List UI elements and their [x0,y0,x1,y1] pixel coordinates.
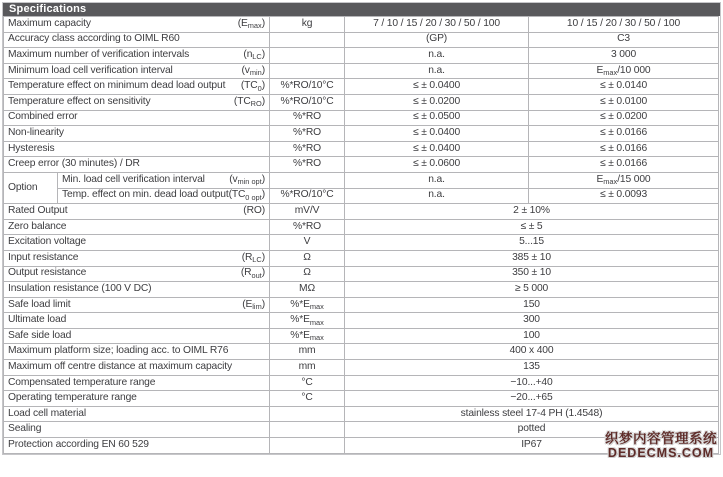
spec-label: Safe load limit [8,298,71,310]
watermark-line2: DEDECMS.COM [607,446,715,460]
table-row [4,94,719,110]
spec-label: Accuracy class according to OIML R60 [8,33,180,45]
table-row [4,406,719,422]
spec-label: Insulation resistance (100 V DC) [8,282,152,294]
value-cell-c3: ≤ ± 0.0166 [529,141,719,157]
spec-label: Safe side load [8,329,72,341]
spec-label-cell [4,375,270,391]
watermark-line1: 织梦内容管理系统 [605,431,717,446]
table-row [4,32,719,48]
unit-cell: %*RO [270,157,345,173]
spec-label: Temp. effect on min. dead load output [62,189,229,201]
table-row [4,391,719,407]
value-cell-c3: ≤ ± 0.0200 [529,110,719,126]
table-row [4,63,719,79]
value-cell-gp: n.a. [345,48,529,64]
spec-label-cell [4,406,270,422]
value-cell-gp: ≤ ± 0.0400 [345,126,529,142]
unit-cell: °C [270,375,345,391]
spec-label-cell [4,157,270,173]
spec-label-cell [4,328,270,344]
spec-label-cell [4,235,270,251]
table-row [4,266,719,282]
spec-label: Ultimate load [8,314,67,326]
value-cell-c3: C3 [529,32,719,48]
spec-label: Sealing [8,423,42,435]
spec-label: Combined error [8,111,78,123]
unit-cell: mV/V [270,204,345,220]
spec-symbol: (RO) [243,205,266,217]
value-cell-merged: 150 [345,297,719,313]
value-cell-gp: (GP) [345,32,529,48]
page-title: Specifications [3,3,720,16]
unit-cell: MΩ [270,282,345,298]
value-cell-merged: IP67 [345,438,719,454]
value-cell-merged: 100 [345,328,719,344]
spec-label-cell [58,172,270,188]
unit-cell: $\%*E_{max}$ [270,313,345,329]
spec-table-body [4,17,719,454]
table-row [4,204,719,220]
value-cell-merged: 300 [345,313,719,329]
value-cell-gp: n.a. [345,63,529,79]
value-cell-gp: ≤ ± 0.0500 [345,110,529,126]
spec-label-cell [4,94,270,110]
unit-cell: %*RO [270,110,345,126]
spec-label: Hysteresis [8,142,55,154]
table-row [4,48,719,64]
value-cell-gp: ≤ ± 0.0400 [345,79,529,95]
spec-label-cell [4,204,270,220]
specifications-table [3,16,719,454]
spec-label-cell [58,188,270,204]
unit-cell: %*RO/10°C [270,188,345,204]
spec-symbol: $(E_{max})$ [237,17,266,31]
unit-cell: mm [270,344,345,360]
value-cell-merged: ≥ 5 000 [345,282,719,298]
spec-label-cell [4,344,270,360]
table-row [4,17,719,33]
value-cell-merged: ≤ ± 5 [345,219,719,235]
value-cell-c3: ≤ ± 0.0093 [529,188,719,204]
table-row [4,110,719,126]
unit-cell [270,63,345,79]
value-cell-merged: 400 x 400 [345,344,719,360]
value-cell-c3: ≤ ± 0.0166 [529,157,719,173]
unit-cell: $\%*E_{max}$ [270,297,345,313]
table-row [4,297,719,313]
value-cell-merged: −20...+65 [345,391,719,407]
spec-label: Zero balance [8,220,67,232]
spec-symbol: $(R_{out})$ [240,267,266,280]
unit-cell [270,422,345,438]
value-cell-gp: 7 / 10 / 15 / 20 / 30 / 50 / 100 [345,17,529,33]
value-cell-merged: 135 [345,360,719,376]
watermark [601,431,721,460]
spec-label: Maximum platform size; loading acc. to OIML R76 [8,345,229,357]
unit-cell: V [270,235,345,251]
value-cell-merged: 2 ± 10% [345,204,719,220]
spec-label-cell [4,438,270,454]
table-row [4,360,719,376]
spec-label: Non-linearity [8,127,64,139]
value-cell-merged: stainless steel 17-4 PH (1.4548) [345,406,719,422]
table-row [4,141,719,157]
spec-symbol: $(n_{LC})$ [243,49,266,62]
value-cell-merged: 385 ± 10 [345,250,719,266]
table-row [4,235,719,251]
table-row [4,328,719,344]
value-cell-merged: 5...15 [345,235,719,251]
spec-symbol: $(v_{min opt})$ [229,173,266,187]
unit-cell: Ω [270,250,345,266]
value-cell-gp: ≤ ± 0.0400 [345,141,529,157]
unit-cell: °C [270,391,345,407]
unit-cell: kg [270,17,345,33]
unit-cell: %*RO/10°C [270,94,345,110]
table-row [4,219,719,235]
value-cell-gp: ≤ ± 0.0600 [345,157,529,173]
spec-label: Min. load cell verification interval [62,173,205,185]
value-cell-c3: ≤ ± 0.0100 [529,94,719,110]
spec-symbol: $(TC_0)$ [240,80,266,93]
spec-label-cell [4,360,270,376]
spec-label: Output resistance [8,267,87,279]
spec-label-cell [4,141,270,157]
value-cell-merged: potted [345,422,719,438]
unit-cell [270,406,345,422]
spec-label-cell [4,219,270,235]
table-row [4,79,719,95]
value-cell-gp: ≤ ± 0.0200 [345,94,529,110]
spec-symbol: $(TC_{RO})$ [233,95,266,109]
spec-label: Operating temperature range [8,392,137,404]
spec-label-cell [4,63,270,79]
spec-label-cell [4,297,270,313]
spec-label: Creep error (30 minutes) / DR [8,158,140,170]
spec-label: Excitation voltage [8,236,87,248]
spec-label: Minimum load cell verification interval [8,64,173,76]
table-row [4,157,719,173]
spec-label: Maximum off centre distance at maximum capacity [8,360,232,372]
spec-symbol: $(v_{min})$ [241,64,266,78]
unit-cell [270,172,345,188]
spec-label: Maximum number of verification intervals [8,49,190,61]
value-cell-c3: ≤ ± 0.0140 [529,79,719,95]
spec-label-cell [4,391,270,407]
spec-label: Compensated temperature range [8,376,156,388]
unit-cell: mm [270,360,345,376]
value-cell-c3: 3 000 [529,48,719,64]
value-cell-merged: 350 ± 10 [345,266,719,282]
value-cell-gp: n.a. [345,188,529,204]
spec-symbol: $(E_{lim})$ [242,298,266,311]
spec-label-cell [4,313,270,329]
table-row [4,250,719,266]
table-row [4,282,719,298]
table-row [4,126,719,142]
unit-cell: $\%*E_{max}$ [270,328,345,344]
value-cell-c3: 10 / 15 / 20 / 30 / 50 / 100 [529,17,719,33]
table-row [4,172,719,188]
value-cell-c3: ≤ ± 0.0166 [529,126,719,142]
spec-label-cell [4,110,270,126]
spec-label: Load cell material [8,407,87,419]
spec-label: Protection according EN 60 529 [8,438,149,450]
spec-label-cell [4,266,270,282]
unit-cell: %*RO/10°C [270,79,345,95]
spec-label: Maximum capacity [8,17,91,29]
unit-cell [270,48,345,64]
table-row [4,188,719,204]
spec-label-cell [4,32,270,48]
spec-label-cell [4,79,270,95]
table-row [4,313,719,329]
spec-symbol: $(R_{LC})$ [241,251,266,265]
table-row [4,375,719,391]
unit-cell [270,438,345,454]
unit-cell: %*RO [270,141,345,157]
table-row [4,344,719,360]
spec-symbol: $(TC_{0 opt})$ [228,189,266,202]
spec-label-cell [4,282,270,298]
spec-label: Rated Output [8,205,68,217]
value-cell-gp: n.a. [345,172,529,188]
spec-label-cell [4,250,270,266]
unit-cell: %*RO [270,126,345,142]
spec-sheet-frame [2,2,721,455]
unit-cell [270,32,345,48]
spec-label-cell [4,126,270,142]
spec-label-cell [4,48,270,64]
spec-label: Temperature effect on sensitivity [8,95,151,107]
unit-cell: %*RO [270,219,345,235]
spec-label-cell [4,422,270,438]
value-cell-c3: $E_{max}/15$ 000 [529,172,719,188]
spec-label: Input resistance [8,251,79,263]
unit-cell: Ω [270,266,345,282]
option-group-cell: Option [4,172,58,203]
spec-label-cell [4,17,270,33]
value-cell-merged: −10...+40 [345,375,719,391]
spec-label: Temperature effect on minimum dead load output [8,80,226,92]
value-cell-c3: $E_{max}/10$ 000 [529,63,719,79]
